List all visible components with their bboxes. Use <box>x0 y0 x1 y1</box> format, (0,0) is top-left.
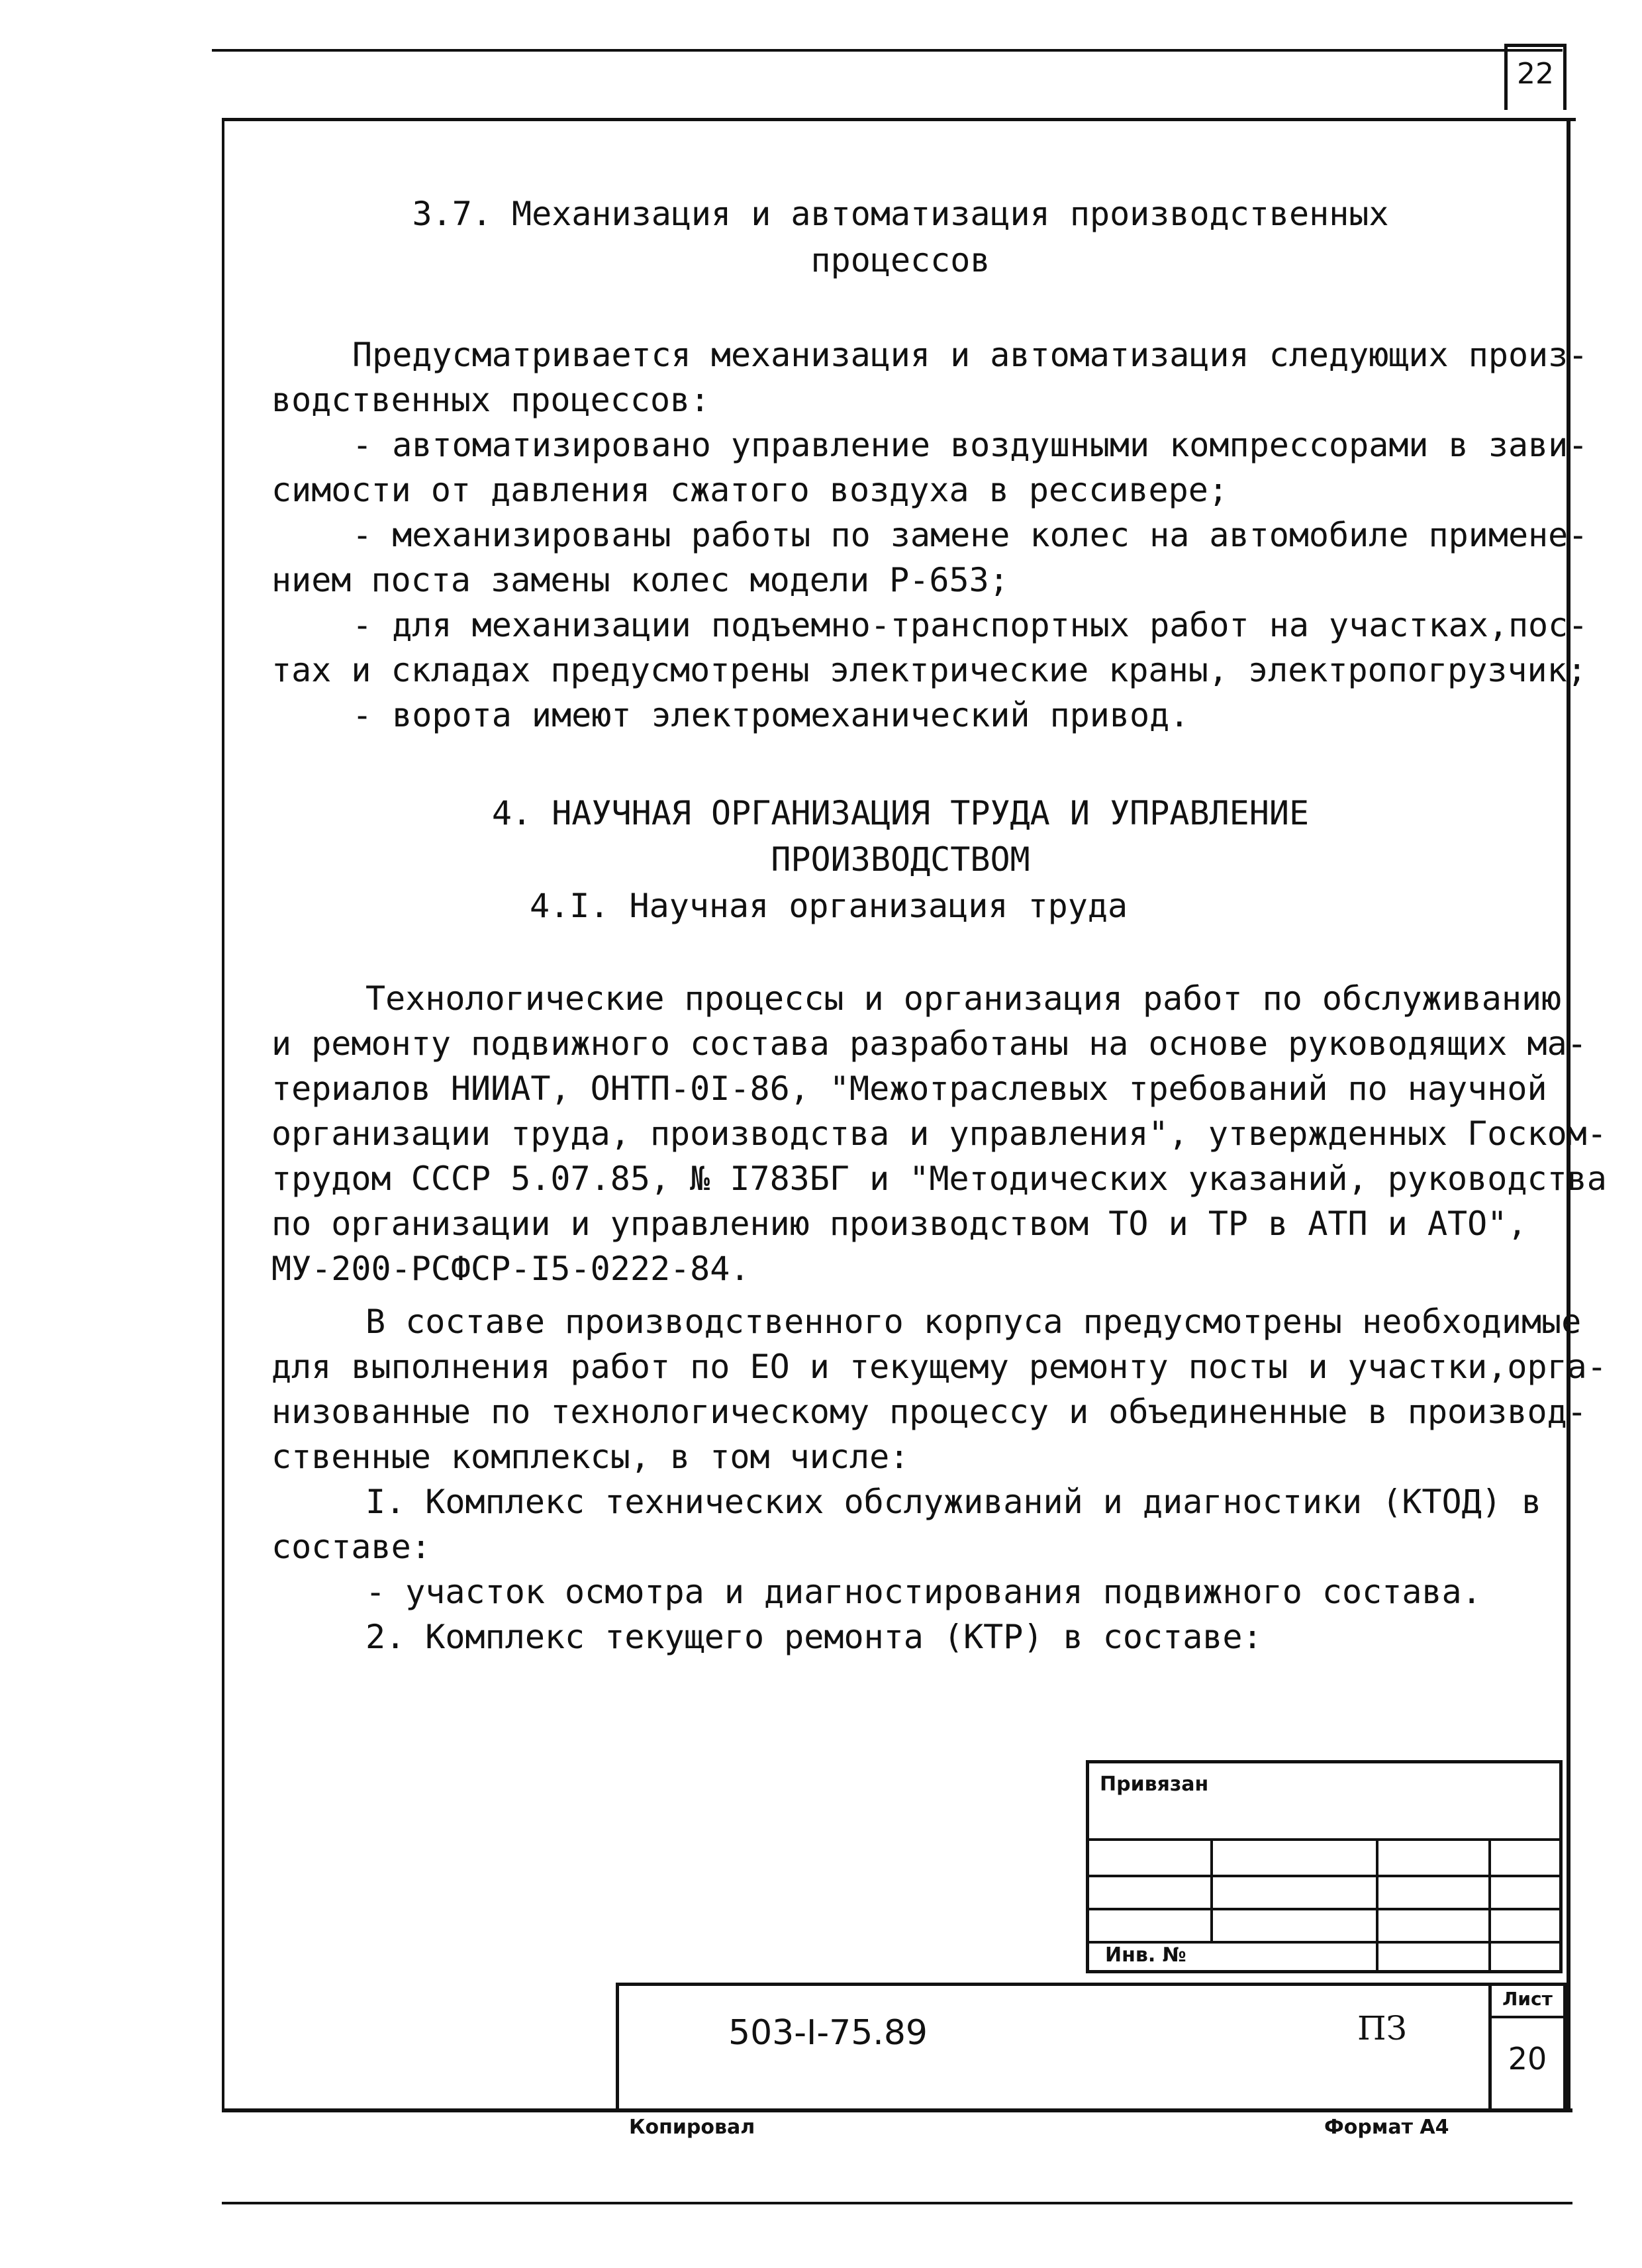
section-4-1-subtitle: 4.I. Научная организация труда <box>530 887 1128 925</box>
text-line: ственные комплексы, в том числе: <box>271 1438 910 1476</box>
section-4-title-line1: 4. НАУЧНАЯ ОРГАНИЗАЦИЯ ТРУДА И УПРАВЛЕНИЕ <box>491 794 1310 832</box>
text-line: тах и складах предусмотрены электрические краны, электропогрузчик; <box>271 651 1587 689</box>
stamp-col-divider <box>1488 1838 1491 1971</box>
text-line: териалов НИИАТ, ОНТП-0I-86, "Межотраслевых требований по научной <box>271 1069 1547 1108</box>
text-line: - для механизации подъемно-транспортных работ на участках,пос- <box>352 606 1588 644</box>
text-line: организации труда, производства и управления", утвержденных Госком- <box>271 1114 1607 1153</box>
text-line: - автоматизировано управление воздушными компрессорами в зави- <box>352 426 1588 464</box>
text-line: Предусматривается механизация и автоматизация следующих произ- <box>352 336 1588 374</box>
section-3-7-title-line2: процессов <box>810 241 990 279</box>
section-3-7-title-line1: 3.7. Механизация и автоматизация производственных <box>412 195 1389 233</box>
frame-bottom-border <box>222 2108 1572 2112</box>
copied-by-label: Копировал <box>629 2116 755 2139</box>
text-line: нием поста замены колес модели Р-653; <box>271 561 1009 599</box>
frame-left-border <box>222 118 224 2111</box>
sheet-number: 20 <box>1508 2041 1547 2077</box>
section-4-title-line2: ПРОИЗВОДСТВОМ <box>771 840 1030 879</box>
sheet-divider <box>1488 2016 1567 2018</box>
stamp-col-divider <box>1376 1838 1378 1971</box>
document-code: 503-I-75.89 <box>728 2013 928 2053</box>
text-line: Технологические процессы и организация работ по обслуживанию <box>365 979 1562 1018</box>
text-line: В составе производственного корпуса предусмотрены необходимые <box>365 1303 1582 1341</box>
stamp-col-divider <box>1210 1838 1213 1941</box>
bottom-rule <box>222 2202 1572 2204</box>
bound-label: Привязан <box>1100 1773 1209 1796</box>
text-line: симости от давления сжатого воздуха в рессивере; <box>271 471 1228 509</box>
format-label: Формат А4 <box>1324 2116 1449 2139</box>
inventory-number-label: Инв. № <box>1105 1944 1186 1967</box>
text-line: по организации и управлению производством ТО и ТР в АТП и АТО", <box>271 1205 1527 1243</box>
text-line: - механизированы работы по замене колес на автомобиле примене- <box>352 516 1588 554</box>
text-line: МУ-200-РСФСР-I5-0222-84. <box>271 1250 750 1288</box>
text-line: и ремонту подвижного состава разработаны на основе руководящих ма- <box>271 1024 1587 1063</box>
text-line: низованные по технологическому процессу и объединенные в производ- <box>271 1393 1587 1431</box>
binding-stamp-block <box>1086 1760 1563 1973</box>
document-type: ПЗ <box>1357 2009 1407 2047</box>
frame-top-border <box>222 118 1576 121</box>
text-line: I. Комплекс технических обслуживаний и диагностики (КТОД) в <box>365 1483 1542 1521</box>
text-line: 2. Комплекс текущего ремонта (КТР) в составе: <box>365 1618 1263 1656</box>
text-line: водственных процессов: <box>271 381 710 419</box>
text-line: для выполнения работ по ЕО и текущему ремонту посты и участки,орга- <box>271 1348 1607 1386</box>
sheet-label: Лист <box>1502 1988 1553 2010</box>
page-number: 22 <box>1517 57 1554 91</box>
text-line: трудом СССР 5.07.85, № I783БГ и "Методических указаний, руководства <box>271 1159 1607 1198</box>
text-line: составе: <box>271 1528 431 1566</box>
text-line: - участок осмотра и диагностирования подвижного состава. <box>365 1573 1482 1611</box>
text-line: - ворота имеют электромеханический привод. <box>352 696 1190 734</box>
top-rule <box>212 49 1563 52</box>
